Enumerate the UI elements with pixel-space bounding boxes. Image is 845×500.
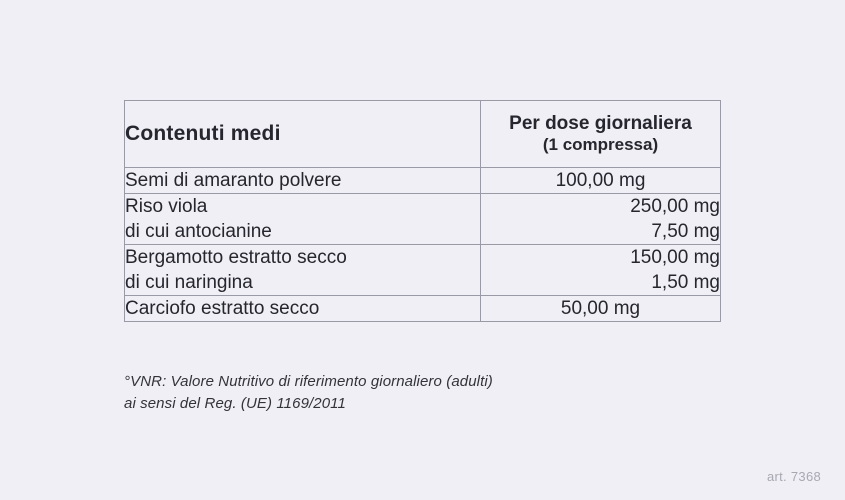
header-cell-value xyxy=(481,101,721,168)
table-row xyxy=(125,245,721,296)
row-name-line1: Semi di amaranto polvere xyxy=(125,170,342,191)
row-value-cell xyxy=(481,168,721,194)
nutrition-table-container xyxy=(124,100,720,322)
table-header-row xyxy=(125,101,721,168)
row-value-line2: 7,50 mg xyxy=(651,221,720,243)
footnote-line1: °VNR: Valore Nutritivo di riferimento giornaliero (adulti) xyxy=(124,373,493,390)
row-name-cell xyxy=(125,168,481,194)
row-value-line1: 250,00 mg xyxy=(630,196,720,218)
footnote xyxy=(124,371,493,415)
header-cell-name: Contenuti medi xyxy=(125,101,481,168)
header-value-line2: (1 compressa) xyxy=(542,135,659,155)
row-value-line1: 50,00 mg xyxy=(560,298,641,320)
row-name-line2: di cui antocianine xyxy=(125,221,272,243)
row-value-line1: 150,00 mg xyxy=(630,247,720,269)
row-value-line1: 100,00 mg xyxy=(555,170,646,191)
row-name-cell xyxy=(125,296,481,322)
row-name-line2: di cui naringina xyxy=(125,272,253,294)
footnote-line2: ai sensi del Reg. (UE) 1169/2011 xyxy=(124,394,346,412)
row-value-cell xyxy=(481,194,721,245)
table-row xyxy=(125,194,721,245)
row-value-cell xyxy=(481,296,721,322)
row-value-cell xyxy=(481,245,721,296)
row-name-cell xyxy=(125,245,481,296)
row-name-line1: Riso viola xyxy=(125,196,208,218)
article-code: art. 7368 xyxy=(766,469,821,484)
header-value-line1: Per dose giornaliera xyxy=(509,113,692,135)
row-name-line1: Bergamotto estratto secco xyxy=(125,247,347,269)
nutrition-table xyxy=(124,100,721,322)
row-name-line1: Carciofo estratto secco xyxy=(125,298,320,320)
row-name-cell xyxy=(125,194,481,245)
table-row xyxy=(125,168,721,194)
table-row xyxy=(125,296,721,322)
row-value-line2: 1,50 mg xyxy=(651,272,720,294)
